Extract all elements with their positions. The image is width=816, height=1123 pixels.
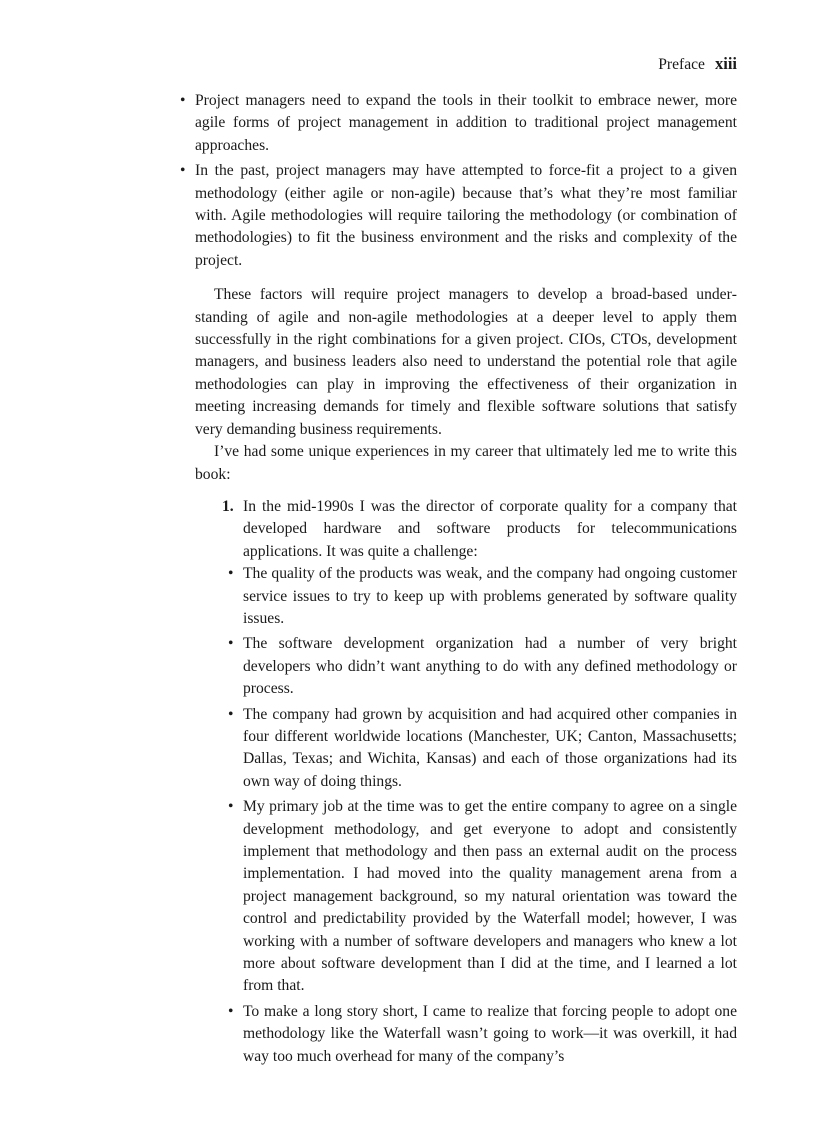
body-text (195, 90, 737, 1071)
bullet-item: • In the past, project managers may have attempted to force-fit a project to a given methodology (either agile or non-agile) because that’s what they’re most familiar with. Agile methodologies will require tailoring the methodology (or combination of methodologies) to fit the business environment and the risks and complexity of the project. (195, 160, 737, 272)
page-number: xiii (714, 54, 737, 73)
sub-bullet-item: • The company had grown by acquisition and had acquired other companies in four different worldwide locations (Manchester, UK; Canton, Massachusetts; Dallas, Texas; and Wichita, Kansas) and each of those organizations had its own way of doing things. (243, 704, 737, 794)
top-bullet-list (195, 90, 737, 272)
numbered-item-text: In the mid-1990s I was the director of corporate quality for a company that developed hardware and software products for telecommunications applications. It was quite a challenge: (243, 497, 737, 560)
sub-bullet-item: • The quality of the products was weak, and the company had ongoing customer service issues to try to keep up with problems generated by software quality issues. (243, 563, 737, 630)
item-number: 1. (222, 497, 234, 515)
paragraph: These factors will require project managers to develop a broad-based understanding of agile and non-agile methodologies at a deeper level to apply them successfully in the right combinations for a given project. CIOs, CTOs, development managers, and business leaders also need to understand the potential role that agile methodologies can play in improving the effectiveness of their organization in meeting increasing demands for timely and flexible software solutions that satisfy very demanding business requirements. (195, 286, 737, 438)
sub-bullet-list (243, 563, 737, 1068)
paragraph: I’ve had some unique experiences in my career that ultimately led me to write this book: (195, 443, 737, 483)
numbered-item (222, 496, 737, 1068)
header-section-title: Preface (658, 56, 705, 73)
bullet-item: • Project managers need to expand the tools in their toolkit to embrace newer, more agile forms of project management in addition to traditional project management approaches. (195, 90, 737, 157)
sub-bullet-item: • To make a long story short, I came to realize that forcing people to adopt one methodology like the Waterfall wasn’t going to work—it was overkill, it had way too much overhead for many of the company’s (243, 1001, 737, 1068)
numbered-list (195, 496, 737, 1068)
sub-bullet-item: • My primary job at the time was to get the entire company to agree on a single development methodology, and get everyone to adopt and consistently implement that methodology and then pass an external audit on the process implementation. I had moved into the quality management arena from a project management background, so my natural orientation was toward the control and predictability provided by the Waterfall model; however, I was working with a number of software developers and managers who knew a lot more about software development than I did at the time, and I learned a lot from that. (243, 796, 737, 998)
sub-bullet-item: • The software development organization had a number of very bright developers who didn’t want anything to do with any defined methodology or process. (243, 633, 737, 700)
running-header (500, 53, 737, 76)
